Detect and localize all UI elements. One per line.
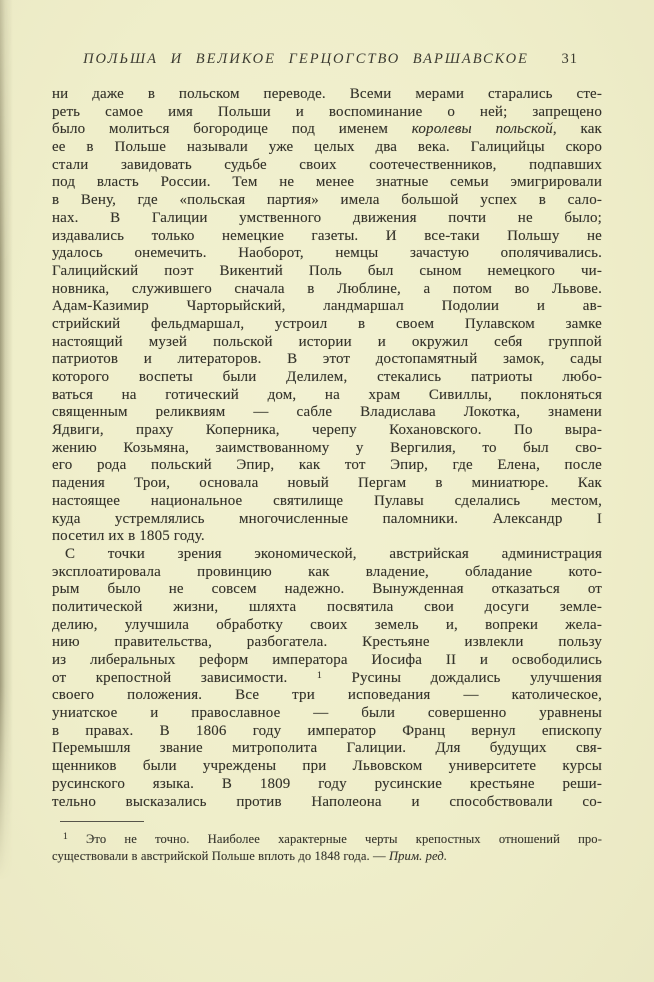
text-line (52, 564, 602, 582)
text-run: стали завидовать судьбе своих соотечественников, подпавших (52, 156, 602, 173)
text-line (52, 475, 602, 493)
text-line (52, 758, 602, 776)
text-run: нах. В Галиции умственного движения почти не было; (52, 209, 602, 226)
text-line (52, 104, 602, 122)
text-run: ваться на готический дом, на храм Сивиллы, поклоняться (52, 386, 602, 403)
text-line (52, 528, 602, 546)
text-run: делию, улучшила обработку своих земель и, вопреки жела- (52, 616, 602, 633)
text-line (52, 121, 602, 139)
footnote-line (52, 831, 602, 848)
text-run: в Вену, где «польская партия» имела большой успех в сало- (52, 192, 602, 209)
text-run: настоящее национальное святилище Пулавы сделались местом, (52, 492, 602, 509)
text-run: от крепостной зависимости. (52, 669, 318, 686)
text-run: из либеральных реформ императора Иосифа II и освободились (52, 652, 602, 668)
text-line (52, 174, 602, 192)
text-run: нию правительства, разбогатела. Крестьяне извлекли пользу (52, 634, 602, 651)
emphasized-text: Прим. ред. (388, 849, 448, 864)
text-line (52, 617, 602, 635)
text-line (52, 334, 602, 352)
text-run: , как (552, 121, 602, 138)
text-run: Русины дождались улучшения (321, 669, 602, 686)
body-text (52, 86, 602, 811)
text-run: которого воспеты были Делилем, стекались патриоты любо- (52, 369, 602, 385)
text-line (52, 263, 602, 281)
text-run: священным реликвиям — сабле Владислава Локотка, знамени (52, 404, 602, 421)
text-run: существовали в австрийской Польше вплоть до 1848 года. — (52, 849, 389, 864)
text-run: Перемышля звание митрополита Галиции. Для будущих свя- (52, 740, 602, 757)
text-run: стрийский фельдмаршал, устроил в своем Пулавском замке (52, 315, 602, 332)
text-run: реть самое имя Польши и воспоминание о ней; запрещено (52, 103, 602, 120)
text-run: новника, служившего сначала в Люблине, а потом во Львове. (52, 280, 602, 297)
text-line (52, 192, 602, 210)
footnote-separator (60, 821, 144, 822)
text-line (52, 599, 602, 617)
text-run: щенников были учреждены при Львовском университете курсы (52, 758, 602, 775)
text-line (52, 652, 602, 670)
text-line (52, 546, 602, 564)
text-line (52, 157, 602, 175)
text-line (52, 369, 602, 387)
text-line (52, 139, 602, 157)
page-number: 31 (561, 51, 578, 67)
footnote-marker: 1 (63, 832, 68, 842)
text-run: было молиться богородице под именем (52, 121, 412, 138)
text-line (52, 228, 602, 246)
text-line (52, 457, 602, 475)
text-line (52, 210, 602, 228)
text-run: С точки зрения экономической, австрийская администрация (65, 545, 602, 562)
text-run: посетил их в 1805 году. (52, 528, 205, 545)
text-run: политической жизни, шляхта посвятила свои досуги земле- (52, 598, 602, 615)
text-run: русинского языка. В 1809 году русинские крестьяне реши- (52, 775, 602, 792)
text-line (52, 776, 602, 794)
text-line (52, 404, 602, 422)
text-line (52, 86, 602, 104)
text-run: куда устремлялись многочисленные паломники. Александр I (52, 510, 602, 527)
text-run: падения Трои, основала новый Пергам в миниатюре. Как (52, 475, 602, 492)
text-line (52, 794, 602, 812)
text-run: Это не точно. Наиболее характерные черты крепостных отношений про- (67, 832, 602, 846)
text-line (52, 670, 602, 688)
text-line (52, 245, 602, 263)
text-run: рым было не совсем надежно. Вынужденная отказаться от (52, 581, 602, 598)
text-line (52, 723, 602, 741)
text-run: своего положения. Все три исповедания — католическое, (52, 687, 602, 704)
text-line (52, 387, 602, 405)
text-line (52, 581, 602, 599)
text-line (52, 634, 602, 652)
text-run: жению Козьмяна, заимствованному у Вергилия, то был сво- (52, 439, 602, 456)
text-run: тельно высказались против Наполеона и способствовали со- (52, 793, 602, 810)
text-run: Галицийский поэт Викентий Поль был сыном немецкого чи- (52, 262, 602, 279)
text-line (52, 422, 602, 440)
text-line (52, 687, 602, 705)
text-run: под власть России. Тем не менее знатные семьи эмигрировали (52, 174, 602, 191)
text-line (52, 493, 602, 511)
text-run: его рода польский Эпир, как тот Эпир, где Елена, после (52, 457, 602, 474)
text-run: настоящий музей польской истории и окружил себя группой (52, 333, 602, 350)
text-run: униатское и православное — были совершенно уравнены (52, 705, 602, 722)
text-line (52, 511, 602, 529)
text-run: издавались только немецкие газеты. И все-таки Польшу не (52, 227, 602, 244)
text-run: Адам-Казимир Чарторыйский, ландмаршал Подолии и ав- (52, 298, 602, 315)
text-line (52, 316, 602, 334)
footnote (52, 831, 602, 866)
text-line (52, 298, 602, 316)
text-run: ни даже в польском переводе. Всеми мерами старались сте- (52, 86, 602, 102)
footnote-line (52, 848, 602, 865)
text-run: Ядвиги, праху Коперника, черепу Кохановского. По выра- (52, 422, 602, 439)
text-line (52, 440, 602, 458)
gutter-shadow (0, 0, 13, 880)
emphasized-text: королевы польской (411, 121, 553, 138)
footnote-marker: 1 (317, 670, 322, 681)
text-line (52, 740, 602, 758)
text-line (52, 351, 602, 369)
running-header (52, 51, 604, 71)
text-run: в правах. В 1806 году император Франц вернул епископу (52, 722, 602, 739)
text-run: удалось онемечить. Наоборот, немцы зачастую ополячивались. (52, 245, 602, 262)
text-line (52, 705, 602, 723)
text-run: патриотов и литераторов. В этот достопамятный замок, сады (52, 351, 602, 368)
running-header-title: ПОЛЬША И ВЕЛИКОЕ ГЕРЦОГСТВО ВАРШАВСКОЕ (83, 51, 529, 67)
text-line (52, 281, 602, 299)
text-run: ее в Польше называли уже целых два века. Галицийцы скоро (52, 139, 602, 156)
text-run: эксплоатировала провинцию как владение, обладание кото- (52, 563, 602, 580)
